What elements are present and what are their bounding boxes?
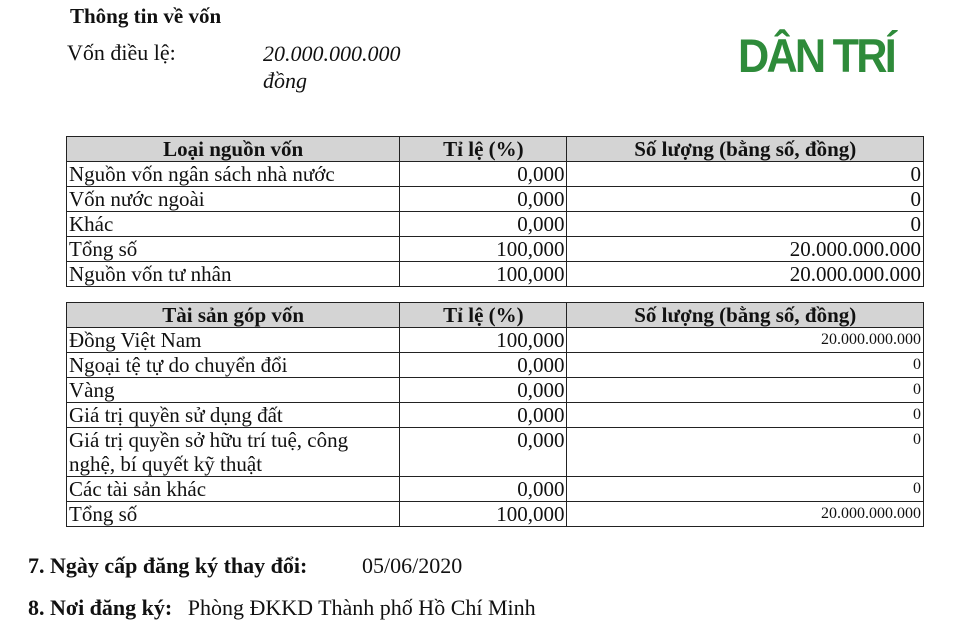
- table-row: [67, 378, 924, 403]
- table-row: [67, 262, 924, 287]
- cell: 0,000: [400, 378, 567, 403]
- cell: 100,000: [400, 328, 567, 353]
- cell: Nguồn vốn tư nhân: [67, 262, 400, 287]
- cell: 100,000: [400, 502, 567, 527]
- section-title: Thông tin về vốn: [70, 4, 222, 28]
- column-header: Tỉ lệ (%): [400, 137, 567, 162]
- cell: 0: [567, 187, 924, 212]
- cell: 0: [567, 378, 924, 403]
- cell: 0: [567, 477, 924, 502]
- charter-capital-value: [263, 40, 433, 94]
- cell: 0: [567, 428, 924, 477]
- column-header: Loại nguồn vốn: [67, 137, 400, 162]
- column-header: Số lượng (bằng số, đồng): [567, 303, 924, 328]
- table-row: [67, 237, 924, 262]
- table-row: [67, 187, 924, 212]
- table-row: [67, 328, 924, 353]
- change-registration-date: [28, 553, 463, 579]
- cell: 100,000: [400, 262, 567, 287]
- cell: 0: [567, 162, 924, 187]
- cell: 0,000: [400, 353, 567, 378]
- capital-sources-table: [66, 136, 924, 287]
- cell: 0,000: [400, 477, 567, 502]
- cell: 0,000: [400, 212, 567, 237]
- logo-text: DÂN TRÍ: [738, 29, 895, 82]
- table-row: [67, 477, 924, 502]
- change-date-label: 7. Ngày cấp đăng ký thay đổi:: [28, 553, 308, 578]
- cell: 0,000: [400, 187, 567, 212]
- table-row: [67, 353, 924, 378]
- cell: 0,000: [400, 162, 567, 187]
- cell: Vàng: [67, 378, 400, 403]
- registration-place: [28, 595, 536, 621]
- cell: Các tài sản khác: [67, 477, 400, 502]
- table-header-row: [67, 137, 924, 162]
- table-row: [67, 162, 924, 187]
- cell: 20.000.000.000: [567, 502, 924, 527]
- cell: 0: [567, 353, 924, 378]
- dan-tri-logo: [738, 29, 908, 82]
- table-row: [67, 403, 924, 428]
- cell: 100,000: [400, 237, 567, 262]
- cell: 0,000: [400, 428, 567, 477]
- cell: 20.000.000.000: [567, 328, 924, 353]
- cell: Giá trị quyền sử dụng đất: [67, 403, 400, 428]
- cell: 0: [567, 403, 924, 428]
- cell: Vốn nước ngoài: [67, 187, 400, 212]
- cell: 0: [567, 212, 924, 237]
- change-date-value: 05/06/2020: [362, 553, 463, 578]
- cell: Tổng số: [67, 237, 400, 262]
- cell: 20.000.000.000: [567, 237, 924, 262]
- registration-place-value: Phòng ĐKKD Thành phố Hồ Chí Minh: [187, 595, 536, 620]
- cell: 0,000: [400, 403, 567, 428]
- cell: Đồng Việt Nam: [67, 328, 400, 353]
- table-row: [67, 212, 924, 237]
- registration-place-label: 8. Nơi đăng ký:: [28, 595, 173, 620]
- cell: Tổng số: [67, 502, 400, 527]
- column-header: Tài sản góp vốn: [67, 303, 400, 328]
- contributed-assets-table: [66, 302, 924, 527]
- table-row: [67, 428, 924, 477]
- cell: Nguồn vốn ngân sách nhà nước: [67, 162, 400, 187]
- cell: Khác: [67, 212, 400, 237]
- charter-capital-label: Vốn điều lệ:: [67, 40, 176, 65]
- table-header-row: [67, 303, 924, 328]
- column-header: Tỉ lệ (%): [400, 303, 567, 328]
- charter-capital-unit: đồng: [263, 68, 307, 93]
- cell: 20.000.000.000: [567, 262, 924, 287]
- cell: Giá trị quyền sở hữu trí tuệ, công nghệ, bí quyết kỹ thuật: [67, 428, 400, 477]
- charter-capital-amount: 20.000.000.000: [263, 41, 401, 66]
- table-row: [67, 502, 924, 527]
- cell: Ngoại tệ tự do chuyển đổi: [67, 353, 400, 378]
- column-header: Số lượng (bằng số, đồng): [567, 137, 924, 162]
